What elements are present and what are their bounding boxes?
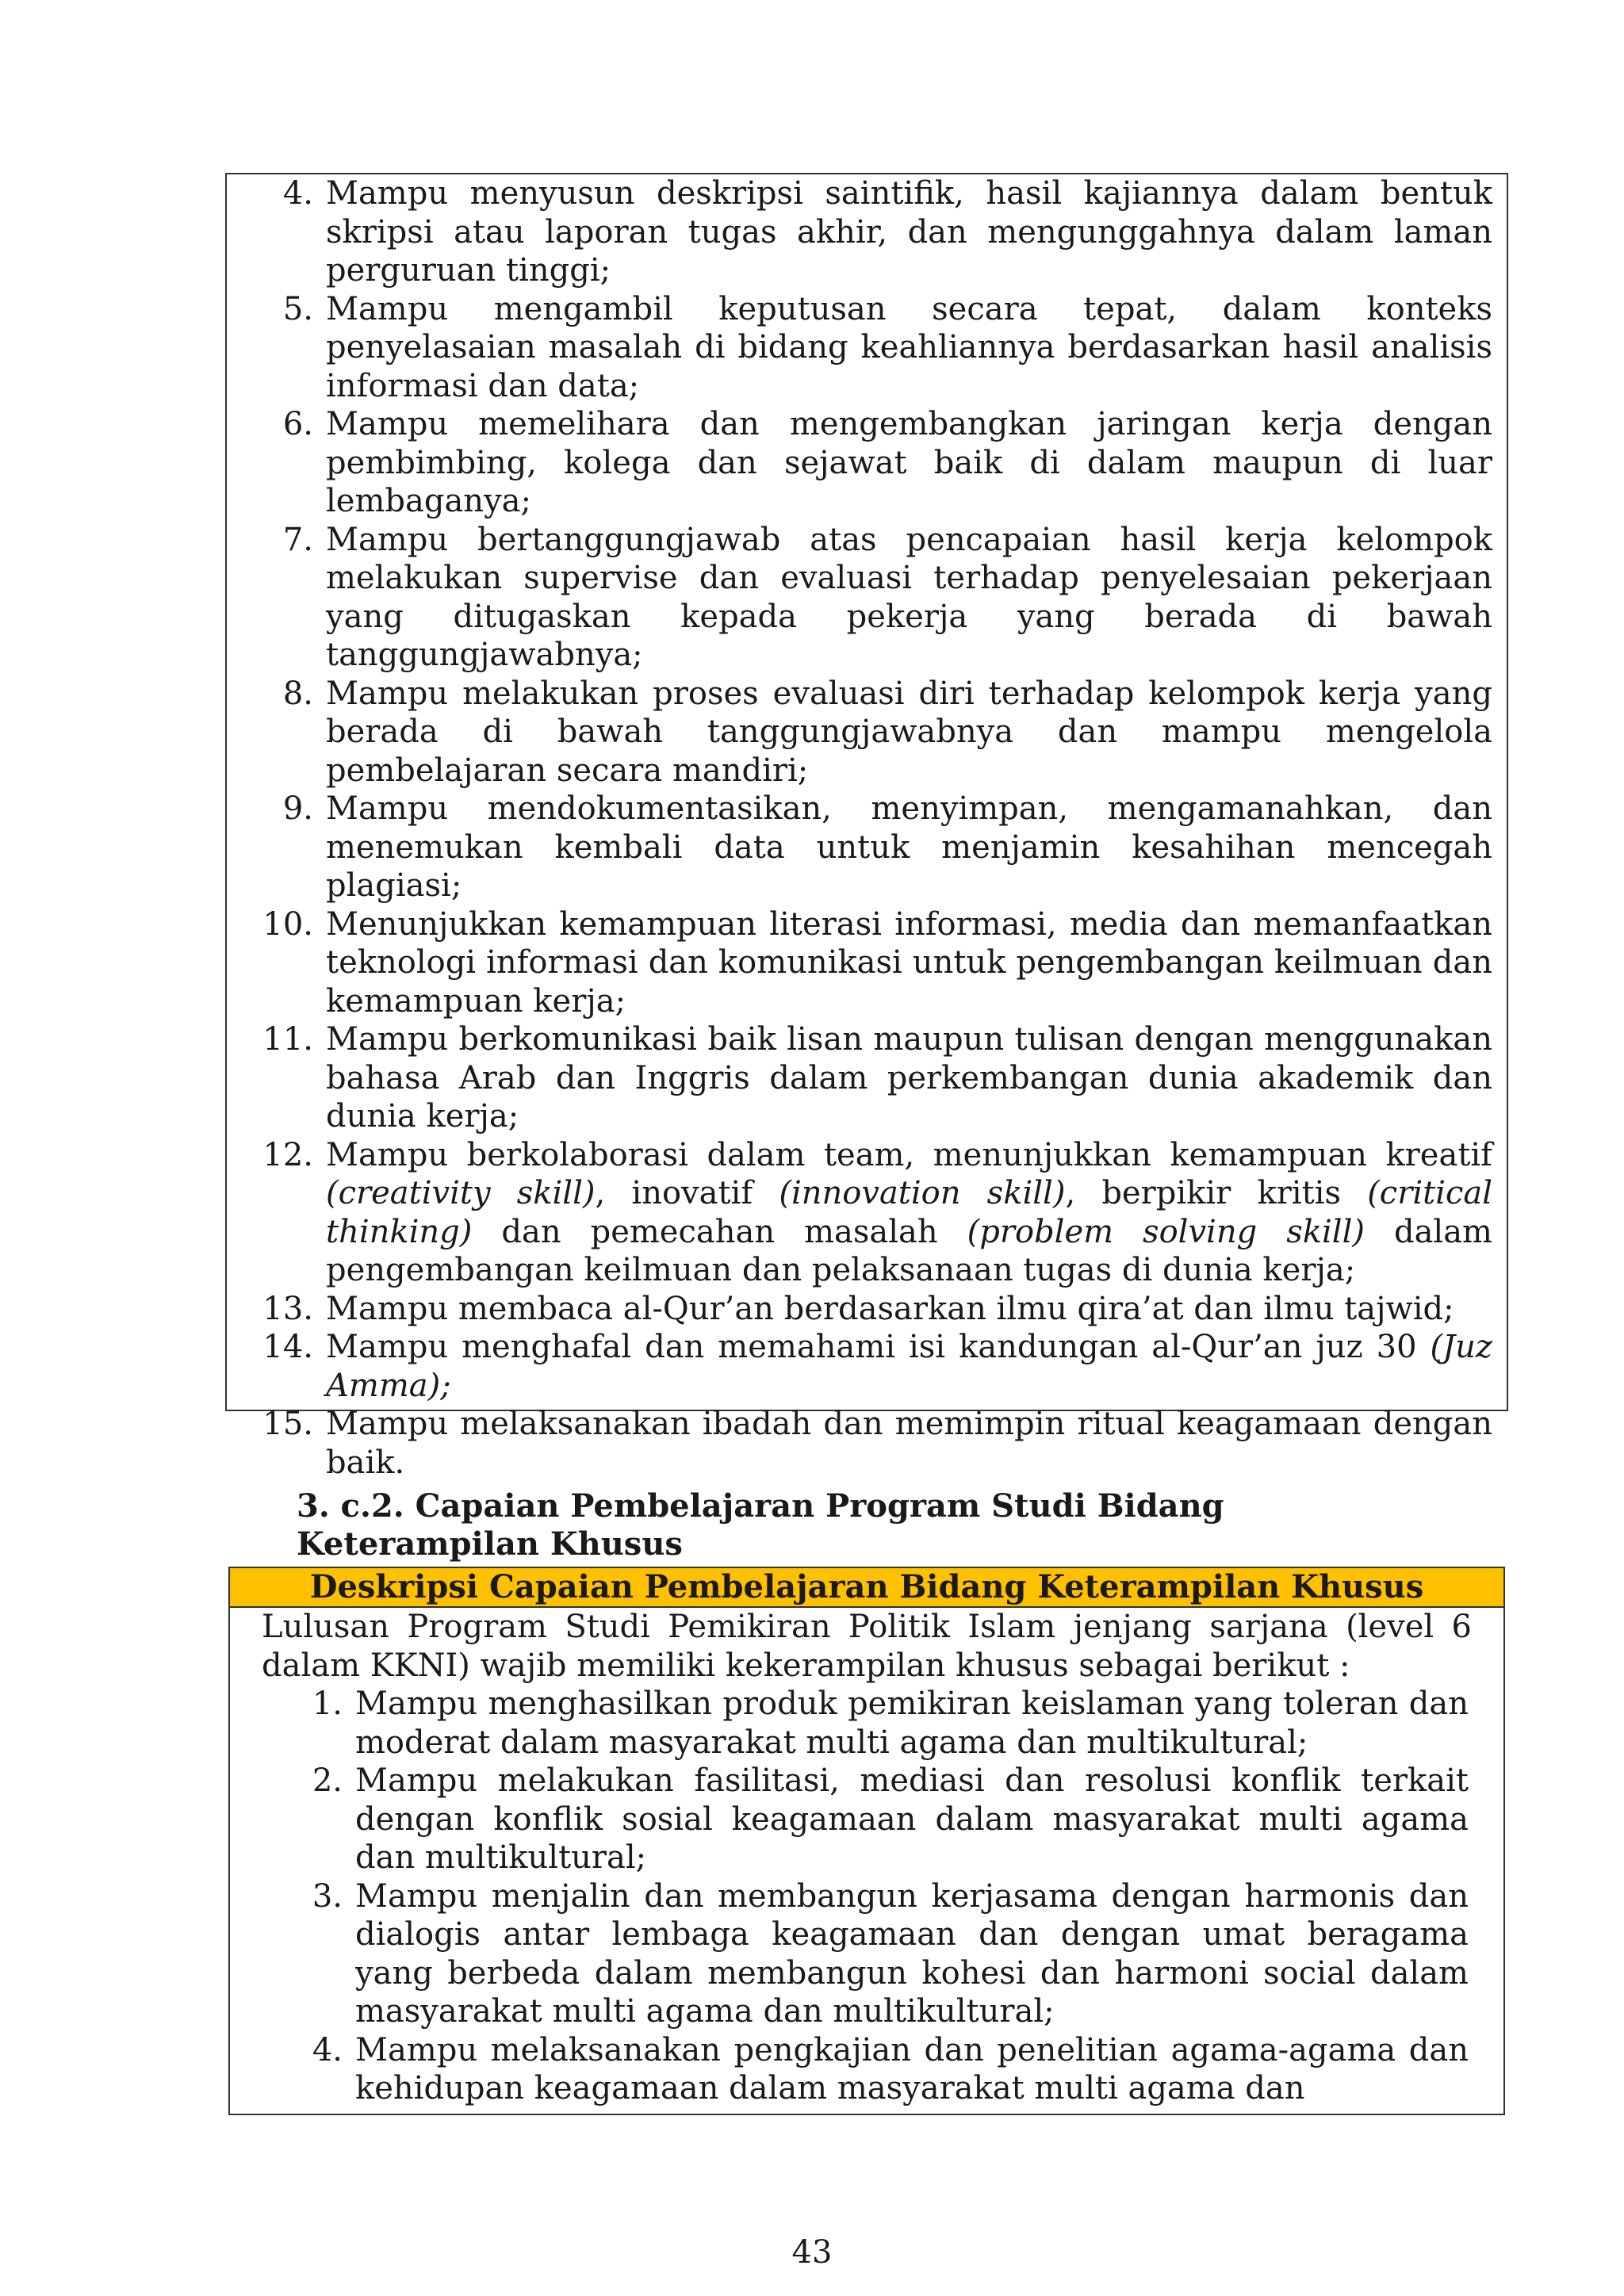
list-item-number: 7. <box>282 521 313 558</box>
list-item-text: Mampu melaksanakan pengkajian dan penelitian agama-agama dan kehidupan keagamaan dalam masyarakat multi agama dan <box>355 2031 1469 2107</box>
competency-list-box <box>225 173 1508 1481</box>
list-item <box>255 521 1492 675</box>
italic-term: (innovation skill) <box>779 1175 1066 1211</box>
list-item <box>255 790 1492 905</box>
list-item-text: Menunjukkan kemampuan literasi informasi, media dan memanfaatkan teknologi informasi dan komunikasi untuk pengembangan keilmuan dan kemampuan kerja; <box>326 905 1492 1020</box>
list-item-number: 8. <box>282 675 313 712</box>
list-item-number: 2. <box>312 1762 343 1799</box>
page-number: 43 <box>791 2234 833 2271</box>
list-item-text: Mampu menghasilkan produk pemikiran keislaman yang toleran dan moderat dalam masyarakat multi agama dan multikultural; <box>355 1686 1469 1761</box>
list-item-text: Mampu melakukan proses evaluasi diri terhadap kelompok kerja yang berada di bawah tanggungjawabnya dan mampu mengelola pembelajaran secara mandiri; <box>326 675 1492 789</box>
list-item-number: 6. <box>282 406 313 442</box>
intro-line-1: Lulusan Program Studi Pemikiran Politik Islam jenjang sarjana (level 6 <box>262 1609 1472 1645</box>
list-item-number: 11. <box>262 1021 313 1058</box>
competency-list <box>255 174 1492 1482</box>
list-item <box>295 1685 1469 1762</box>
list-item <box>255 675 1492 790</box>
list-item <box>255 1136 1492 1290</box>
list-item-number: 5. <box>282 290 313 327</box>
list-item-number: 15. <box>262 1406 313 1442</box>
list-item <box>255 1328 1492 1405</box>
list-item-text: Mampu mendokumentasikan, menyimpan, mengamanahkan, dan menemukan kembali data untuk menjamin kesahihan mencegah plagiasi; <box>326 790 1492 904</box>
text-run: , berpikir kritis <box>1065 1175 1368 1211</box>
text-run: Mampu menghafal dan memahami isi kandungan al-Qur’an juz 30 <box>326 1329 1431 1365</box>
list-item <box>295 2031 1469 2108</box>
list-item <box>255 1290 1492 1329</box>
text-run: Mampu berkolaborasi dalam team, menunjukkan kemampuan kreatif <box>326 1136 1492 1173</box>
list-item-text: Mampu menyusun deskripsi saintifik, hasil kajiannya dalam bentuk skripsi atau laporan tugas akhir, dan mengunggahnya dalam laman perguruan tinggi; <box>326 175 1492 289</box>
text-run: dan pemecahan masalah <box>472 1213 967 1250</box>
list-item-number: 12. <box>262 1136 313 1173</box>
list-item <box>255 290 1492 406</box>
list-item <box>295 1877 1469 2031</box>
list-item-number: 4. <box>282 175 313 212</box>
italic-term: (problem solving skill) <box>967 1213 1365 1250</box>
list-item-text <box>313 1328 1492 1405</box>
list-item-text: Mampu menjalin dan membangun kerjasama dengan harmonis dan dialogis antar lembaga keagamaan dan dengan umat beragama yang berbeda dalam membangun kohesi dan harmoni social dalam masyarakat multi agama dan multikultural; <box>355 1877 1469 2030</box>
special-skills-list <box>295 1685 1469 2108</box>
list-item-text <box>313 1136 1492 1290</box>
list-item-number: 4. <box>312 2031 343 2068</box>
list-item-number: 1. <box>312 1686 343 1722</box>
list-item-text: Mampu mengambil keputusan secara tepat, dalam konteks penyelasaian masalah di bidang keahliannya berdasarkan hasil analisis informasi dan data; <box>326 290 1492 404</box>
list-item <box>255 905 1492 1021</box>
special-skills-table <box>228 1567 1505 2115</box>
list-item <box>255 1405 1492 1482</box>
table-intro <box>262 1608 1472 1685</box>
italic-term: (creativity skill) <box>326 1175 596 1211</box>
intro-line-2: dalam KKNI) wajib memiliki kekerampilan khusus sebagai berikut : <box>262 1647 1350 1684</box>
text-run: , inovatif <box>595 1175 779 1211</box>
italic-term: (Juz Amma); <box>326 1329 1492 1404</box>
list-item-number: 3. <box>312 1877 343 1915</box>
list-item-text: Mampu membaca al-Qur’an berdasarkan ilmu qira’at dan ilmu tajwid; <box>326 1290 1454 1327</box>
list-item <box>295 1762 1469 1877</box>
list-item-text: Mampu melakukan fasilitasi, mediasi dan resolusi konflik terkait dengan konflik sosial keagamaan dalam masyarakat multi agama dan multikultural; <box>355 1762 1469 1876</box>
list-item-text: Mampu memelihara dan mengembangkan jaringan kerja dengan pembimbing, kolega dan sejawat baik di dalam maupun di luar lembaganya; <box>326 406 1492 519</box>
list-item <box>255 174 1492 290</box>
list-item <box>255 405 1492 521</box>
list-item-number: 14. <box>262 1329 313 1365</box>
list-item <box>255 1020 1492 1136</box>
list-item-number: 13. <box>262 1290 313 1327</box>
section-heading: 3. c.2. Capaian Pembelajaran Program Studi Bidang Keterampilan Khusus <box>297 1487 1224 1563</box>
list-item-number: 9. <box>282 790 313 827</box>
italic-term: (critical thinking) <box>326 1175 1493 1250</box>
list-item-text: Mampu berkomunikasi baik lisan maupun tulisan dengan menggunakan bahasa Arab dan Inggris dalam perkembangan dunia akademik dan dunia kerja; <box>326 1021 1492 1135</box>
list-item-text: Mampu bertanggungjawab atas pencapaian hasil kerja kelompok melakukan supervise dan evaluasi terhadap penyelesaian pekerjaan yang ditugaskan kepada pekerja yang berada di bawah tanggungjawabnya; <box>326 521 1492 673</box>
text-run: dalam pengembangan keilmuan dan pelaksanaan tugas di dunia kerja; <box>326 1213 1492 1288</box>
list-item-number: 10. <box>262 905 313 943</box>
table-header: Deskripsi Capaian Pembelajaran Bidang Keterampilan Khusus <box>230 1568 1503 1608</box>
list-item-text: Mampu melaksanakan ibadah dan memimpin ritual keagamaan dengan baik. <box>326 1406 1492 1481</box>
